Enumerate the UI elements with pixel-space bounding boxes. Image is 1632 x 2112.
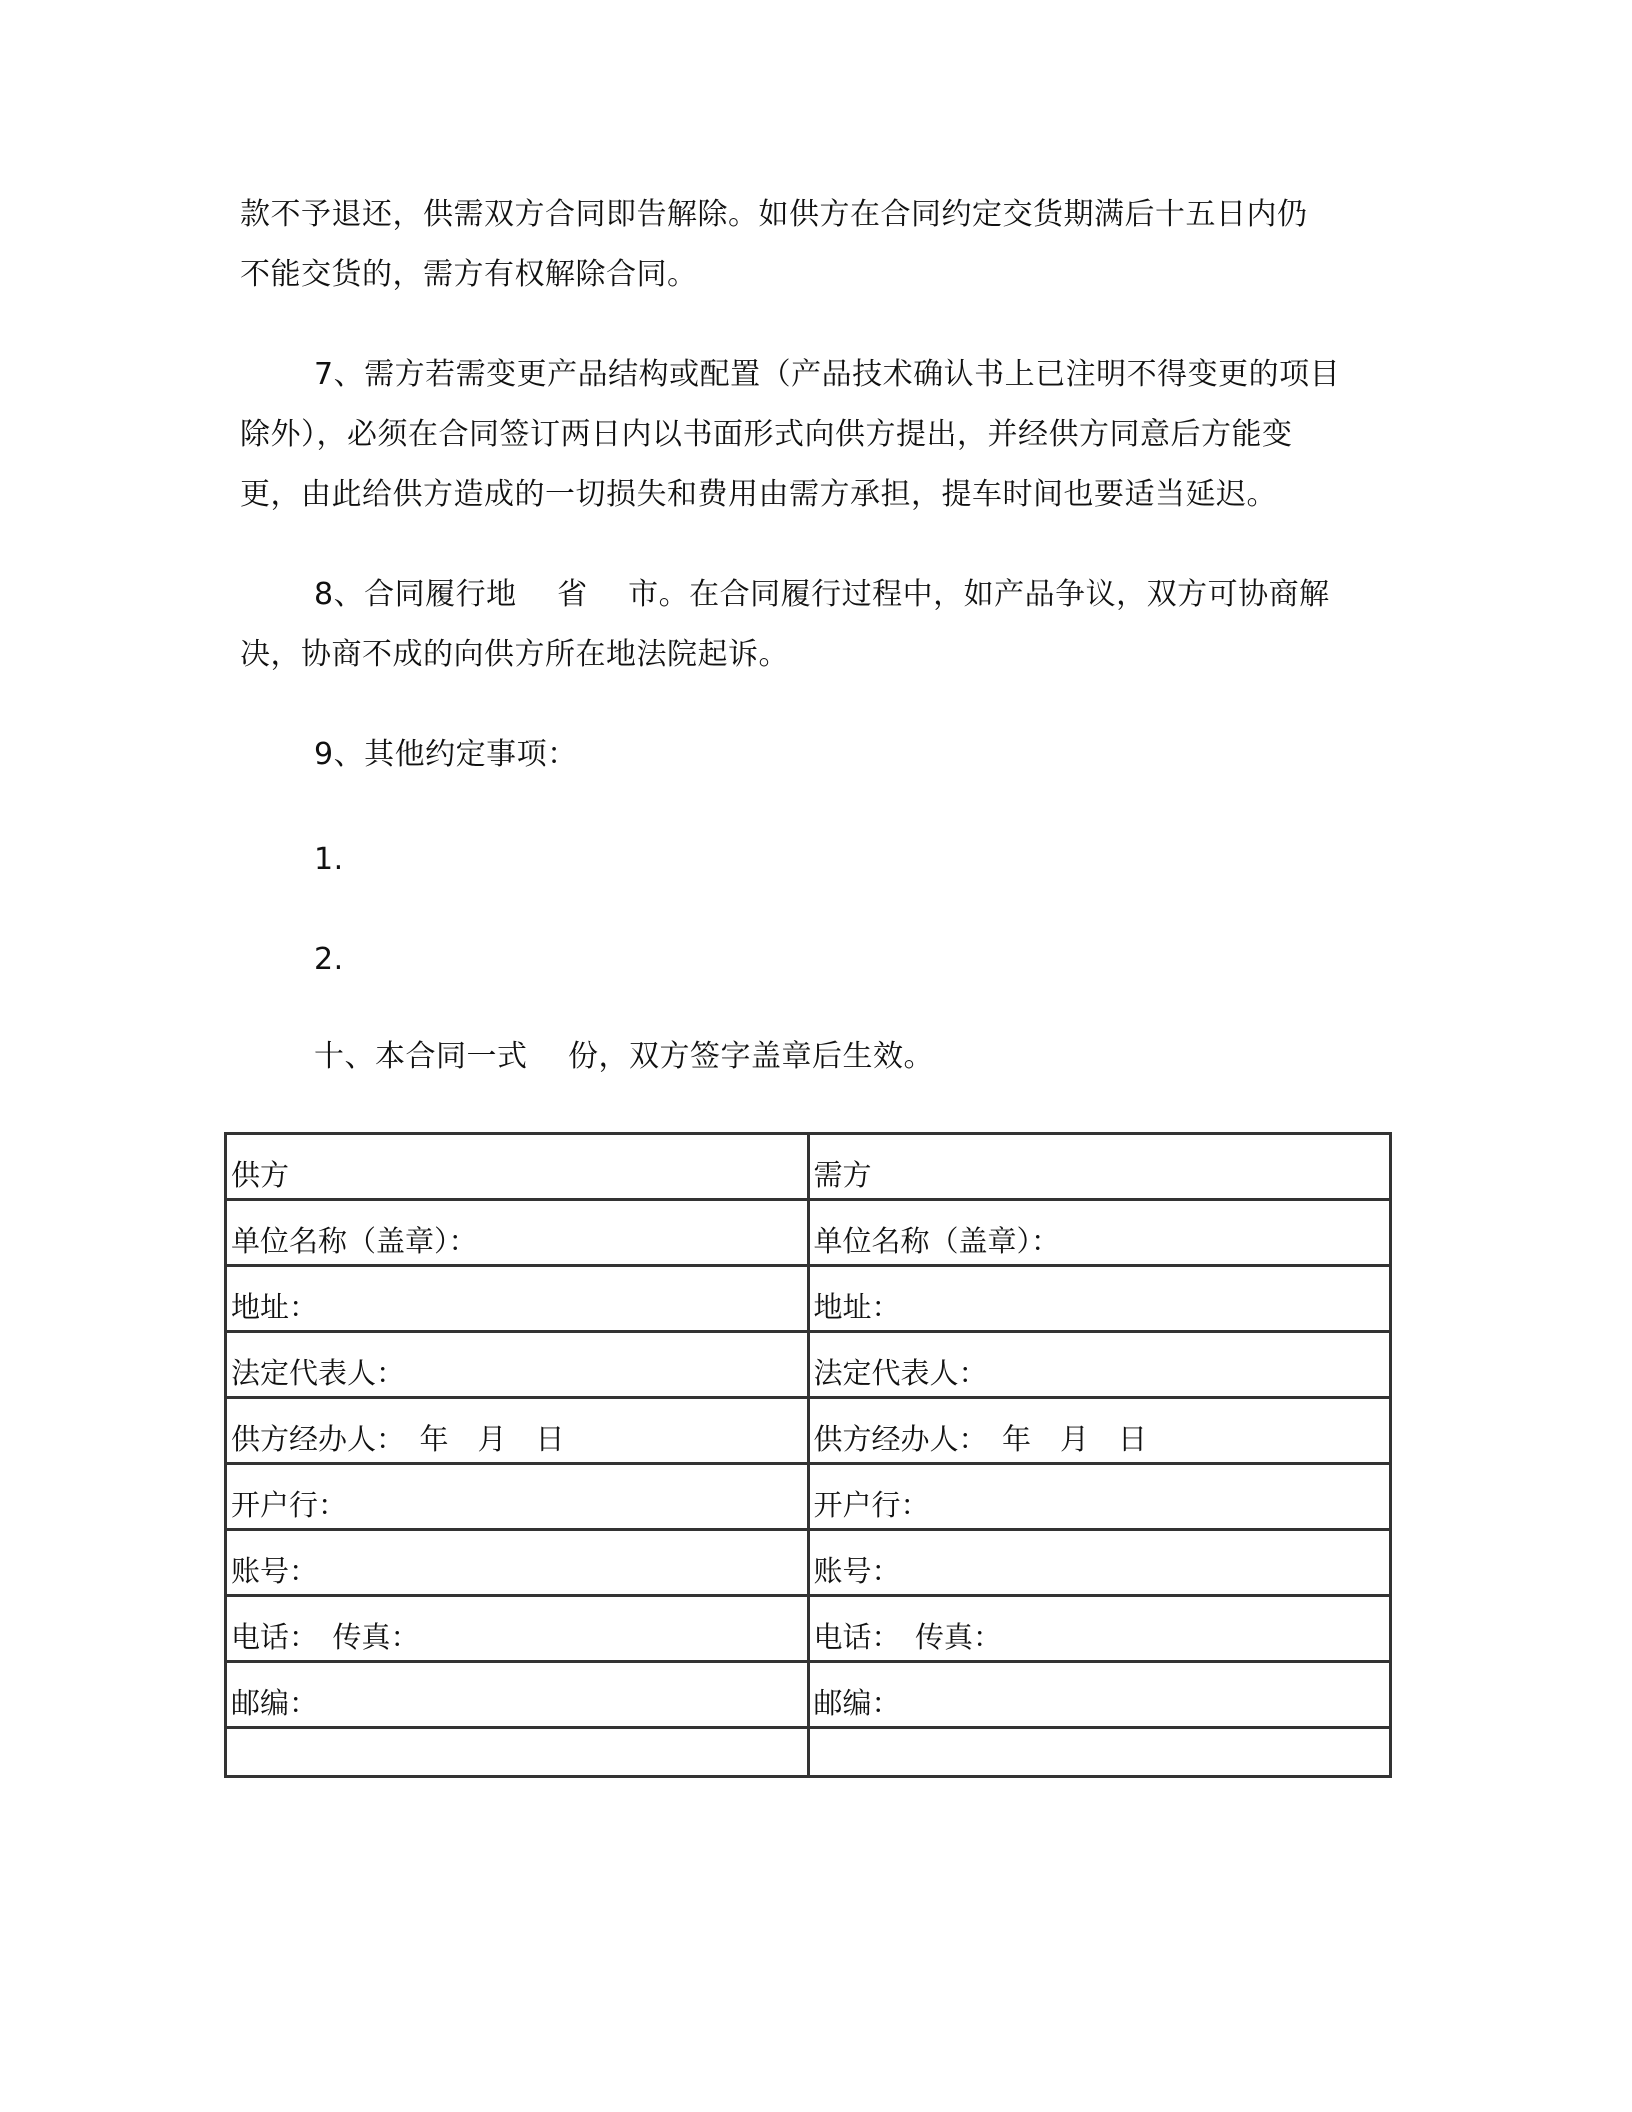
buyer-cell: 电话： 传真： (808, 1596, 1391, 1662)
table-row (226, 1332, 1391, 1398)
table-row (226, 1398, 1391, 1464)
paragraph-line: 决，协商不成的向供方所在地法院起诉。 (240, 637, 789, 672)
supplier-cell: 供方 (226, 1134, 809, 1200)
buyer-cell: 账号： (808, 1530, 1391, 1596)
clause-8: 8、合同履行地 省 市。在合同履行过程中，如产品争议，双方可协商解 (314, 577, 1330, 612)
buyer-cell: 单位名称（盖章）： (808, 1200, 1391, 1266)
buyer-cell: 开户行： (808, 1464, 1391, 1530)
table-row (226, 1530, 1391, 1596)
signature-table (224, 1132, 1392, 1778)
supplier-cell: 法定代表人： (226, 1332, 809, 1398)
table-row (226, 1200, 1391, 1266)
paragraph-line: 款不予退还，供需双方合同即告解除。如供方在合同约定交货期满后十五日内仍 (240, 197, 1308, 232)
paragraph-line: 除外），必须在合同签订两日内以书面形式向供方提出，并经供方同意后方能变 (240, 417, 1293, 452)
paragraph-line: 更，由此给供方造成的一切损失和费用由需方承担，提车时间也要适当延迟。 (240, 477, 1277, 512)
clause-9: 9、其他约定事项： (314, 737, 578, 772)
supplier-cell: 供方经办人： 年 月 日 (226, 1398, 809, 1464)
buyer-cell: 地址： (808, 1266, 1391, 1332)
buyer-cell: 供方经办人： 年 月 日 (808, 1398, 1391, 1464)
table-row (226, 1266, 1391, 1332)
buyer-cell: 需方 (808, 1134, 1391, 1200)
supplier-cell: 邮编： (226, 1662, 809, 1728)
supplier-cell: 账号： (226, 1530, 809, 1596)
table-row (226, 1134, 1391, 1200)
supplier-cell (226, 1728, 809, 1777)
table-row (226, 1662, 1391, 1728)
table-row (226, 1728, 1391, 1777)
buyer-cell: 法定代表人： (808, 1332, 1391, 1398)
item-1: 1. (314, 842, 344, 877)
clause-7: 7、需方若需变更产品结构或配置（产品技术确认书上已注明不得变更的项目 (314, 357, 1341, 392)
paragraph-line: 不能交货的，需方有权解除合同。 (240, 257, 698, 292)
table-row (226, 1596, 1391, 1662)
table-row (226, 1464, 1391, 1530)
buyer-cell (808, 1728, 1391, 1777)
supplier-cell: 单位名称（盖章）： (226, 1200, 809, 1266)
supplier-cell: 电话： 传真： (226, 1596, 809, 1662)
clause-10: 十、本合同一式 份，双方签字盖章后生效。 (314, 1039, 935, 1074)
supplier-cell: 开户行： (226, 1464, 809, 1530)
item-2: 2. (314, 942, 344, 977)
buyer-cell: 邮编： (808, 1662, 1391, 1728)
supplier-cell: 地址： (226, 1266, 809, 1332)
